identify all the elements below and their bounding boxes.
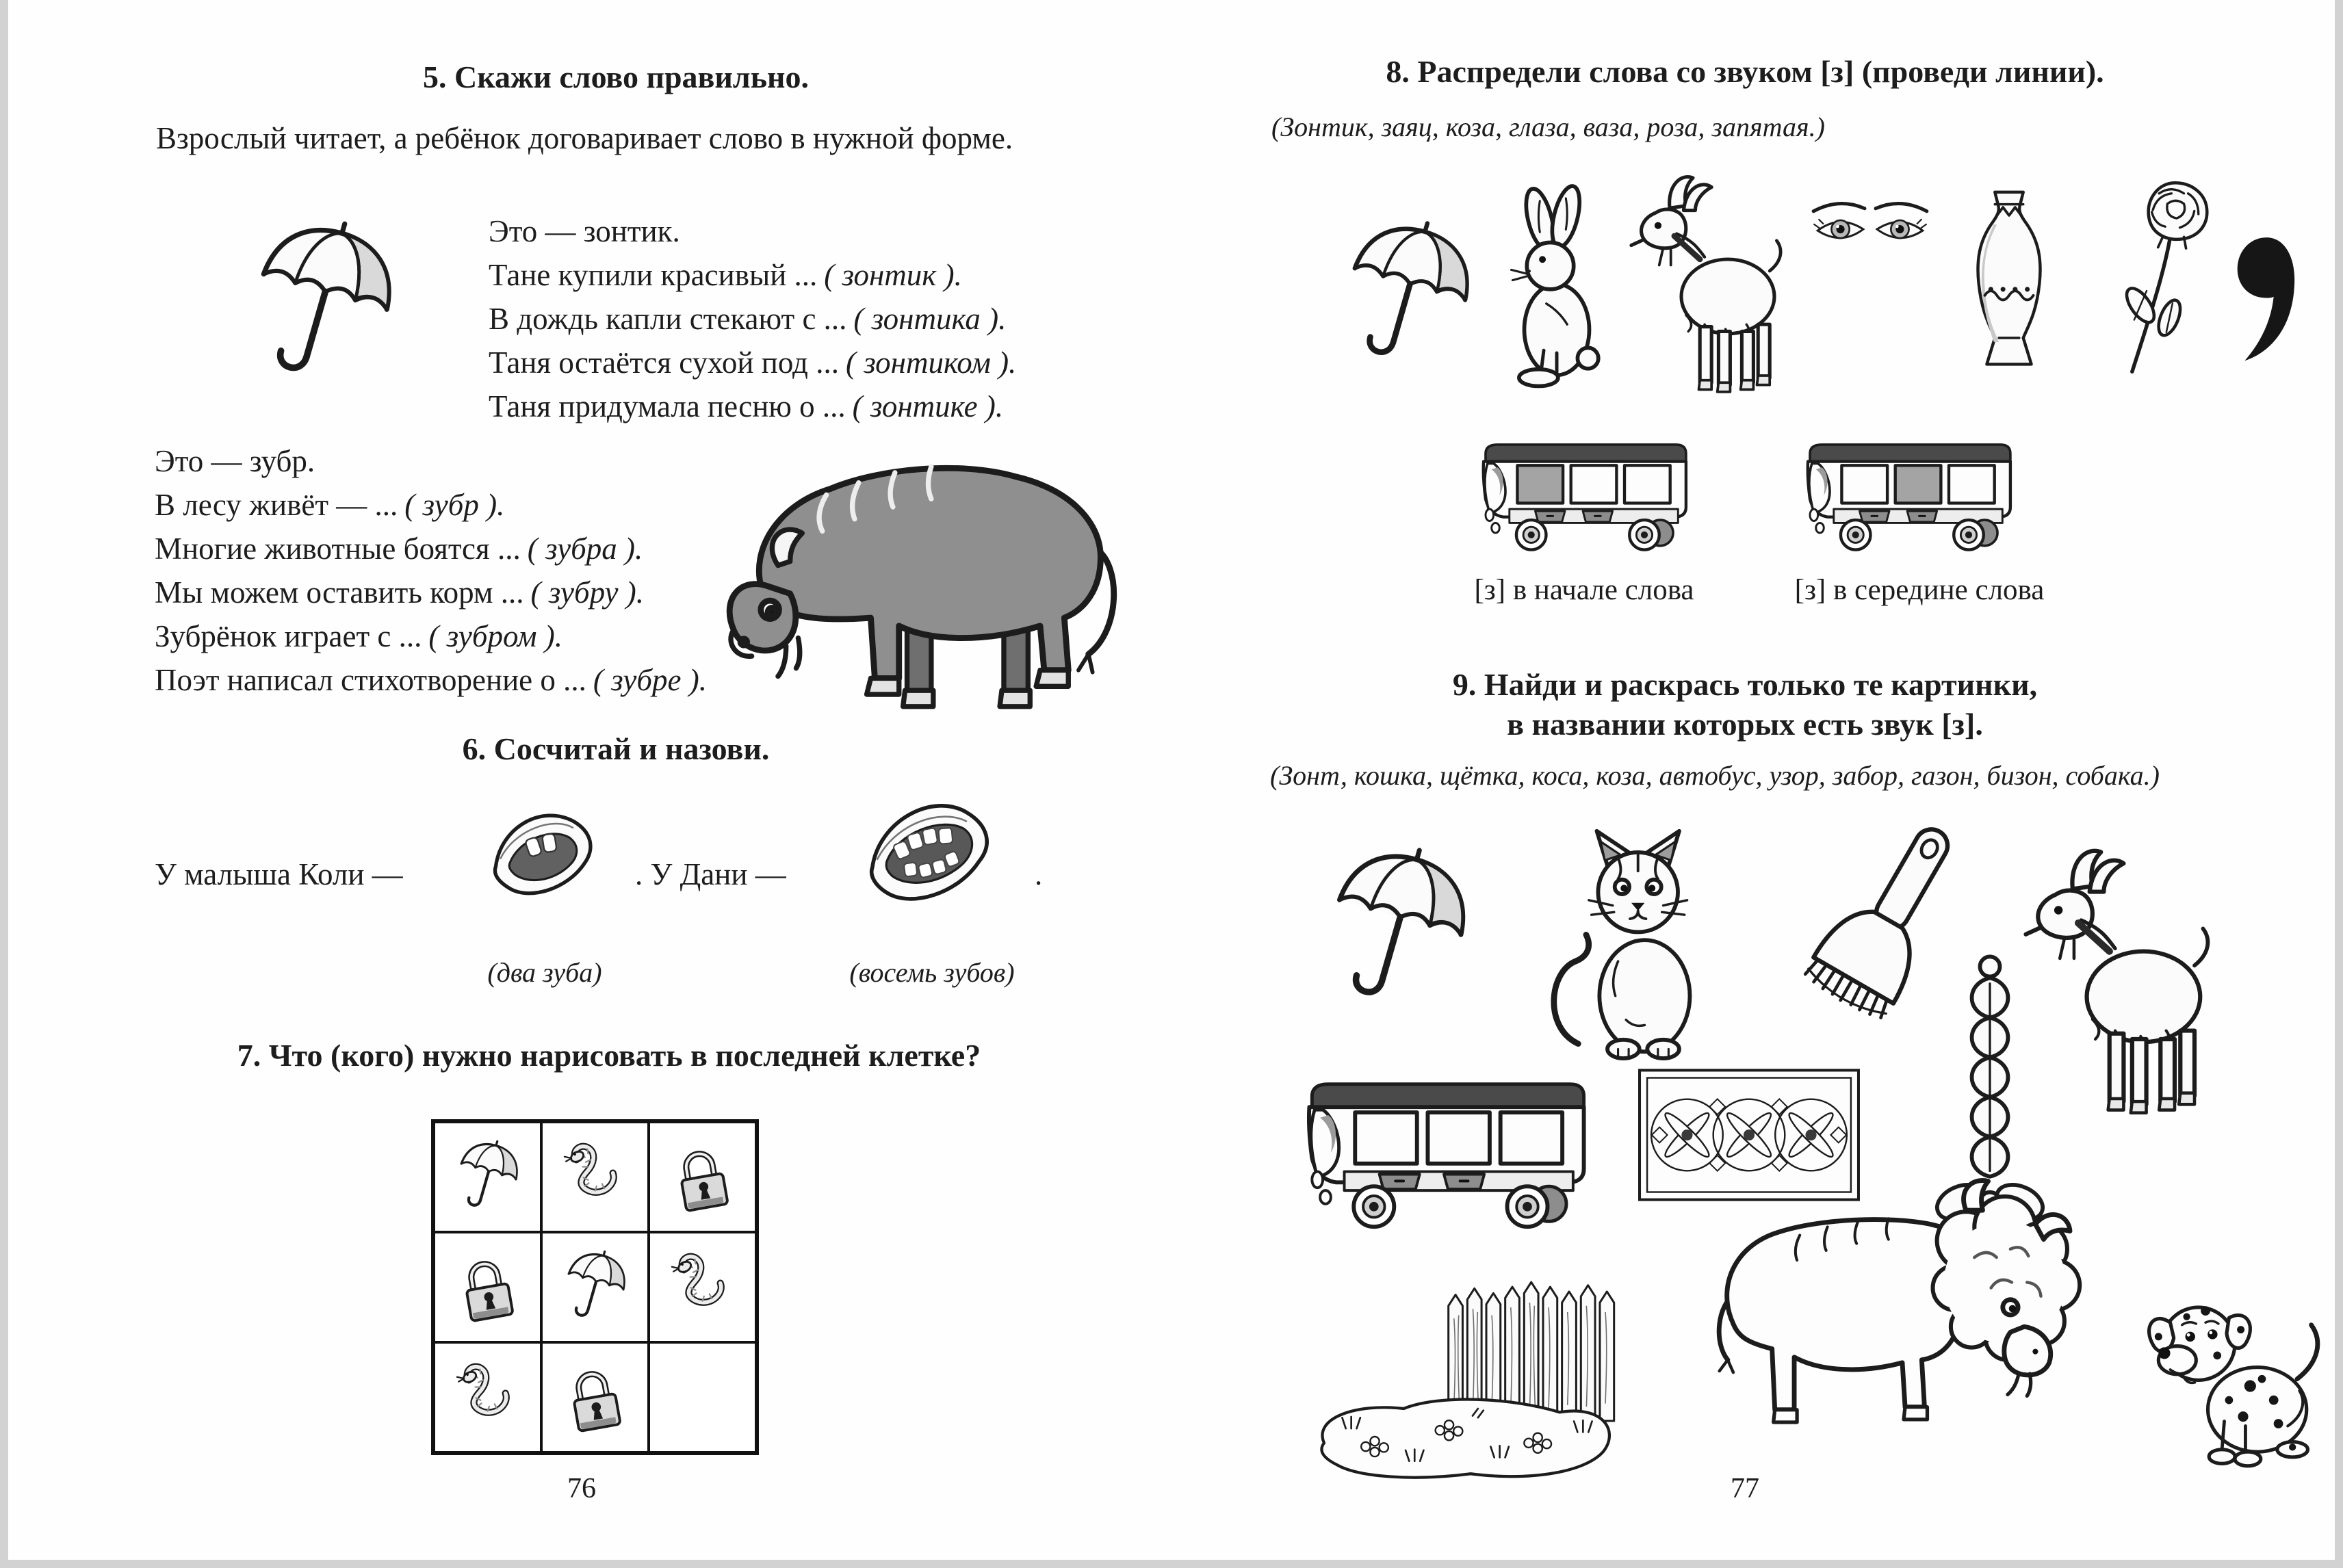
grid-cell (434, 1122, 541, 1232)
sentence-line: Зубрёнок играет с ... ( зубром ). (155, 619, 562, 653)
sentence-line: Таня остаётся сухой под ... ( зонтиком ). (489, 345, 1017, 380)
exercise8-title: 8. Распредели слова со звуком [з] (проведи линии). (1386, 54, 2104, 89)
grid-cell (434, 1232, 541, 1342)
caption-eight-teeth: (восемь зубов) (849, 957, 1015, 988)
page-number-right: 77 (1731, 1473, 1759, 1504)
sentence-line: В лесу живёт — ... ( зубр ). (155, 488, 505, 522)
eyes-icon (1801, 190, 1939, 263)
exercise5-title: 5. Скажи слово правильно. (422, 60, 810, 94)
grid-cell (541, 1122, 649, 1232)
sentence-line: Многие животные боятся ... ( зубра ). (155, 532, 643, 566)
umbrella-sentences (489, 209, 1016, 428)
umbrella-icon (1308, 836, 1488, 1022)
bison-icon (705, 432, 1150, 735)
bus-label-middle: [з] в середине слова (1794, 574, 2045, 606)
exercise9-word-list: (Зонт, кошка, щётка, коса, коза, автобус, узор, забор, газон, бизон, собака.) (1270, 760, 2160, 791)
grid-cell (434, 1342, 541, 1452)
sentence-line: Таня придумала песню о ... ( зонтике ). (489, 389, 1004, 423)
grid-cell (649, 1232, 756, 1342)
cat-icon (1538, 822, 1724, 1063)
comma-icon (2225, 227, 2298, 374)
sentence-line: В дождь капли стекают с ... ( зонтика ). (489, 302, 1007, 336)
grid-cell (649, 1122, 756, 1232)
caption-two-teeth: (два зуба) (487, 957, 602, 988)
scan-edge-bottom (0, 1560, 2343, 1568)
exercise6-text-part2: . У Дани — (635, 857, 786, 891)
exercise9-title-line2: в названии которых есть звук [з]. (1507, 707, 1983, 742)
vase-icon (1958, 183, 2060, 387)
exercise6-text-part3: . (1035, 857, 1043, 891)
grid-cell (541, 1342, 649, 1452)
sentence-line: Поэт написал стихотворение о ... ( зубре ). (155, 663, 707, 697)
hare-icon (1492, 179, 1622, 397)
bus-middle-window-shaded-icon (1790, 426, 2028, 568)
exercise7-title: 7. Что (кого) нужно нарисовать в последней клетке? (237, 1038, 981, 1073)
exercise6-text-part1: У малыша Коли — (155, 857, 403, 891)
bus-label-start: [з] в начале слова (1474, 574, 1694, 606)
sentence-line: Это — зубр. (155, 444, 315, 478)
bus-icon (1285, 1052, 1608, 1257)
rose-icon (2072, 168, 2217, 397)
bison-sentences (155, 439, 707, 702)
mouth-two-teeth-icon (479, 792, 613, 926)
sentence-line: Мы можем оставить корм ... ( зубру ). (155, 575, 644, 610)
dog-icon (2134, 1278, 2336, 1478)
exercise6-title: 6. Сосчитай и назови. (462, 731, 770, 766)
grid-cell-empty (649, 1342, 756, 1452)
mouth-eight-teeth-icon (857, 781, 1010, 937)
exercise5-intro: Взрослый читает, а ребёнок договаривает слово в нужной форме. (156, 121, 1013, 155)
exercise9-title-line1: 9. Найди и раскрась только те картинки, (1452, 667, 2038, 702)
sentence-line: Тане купили красивый ... ( зонтик ). (489, 258, 962, 292)
logic-grid (431, 1119, 759, 1455)
page-number-left: 76 (567, 1473, 596, 1504)
bus-first-window-shaded-icon (1466, 426, 1704, 568)
grid-cell (541, 1232, 649, 1342)
umbrella-icon (1334, 205, 1481, 384)
sentence-line: Это — зонтик. (489, 214, 680, 248)
exercise8-word-list: (Зонтик, заяц, коза, глаза, ваза, роза, запятая.) (1271, 112, 1825, 142)
goat-icon (1623, 149, 1786, 416)
bison-outline-icon (1681, 1155, 2124, 1474)
umbrella-icon (241, 204, 405, 404)
scan-edge-left (0, 0, 8, 1568)
